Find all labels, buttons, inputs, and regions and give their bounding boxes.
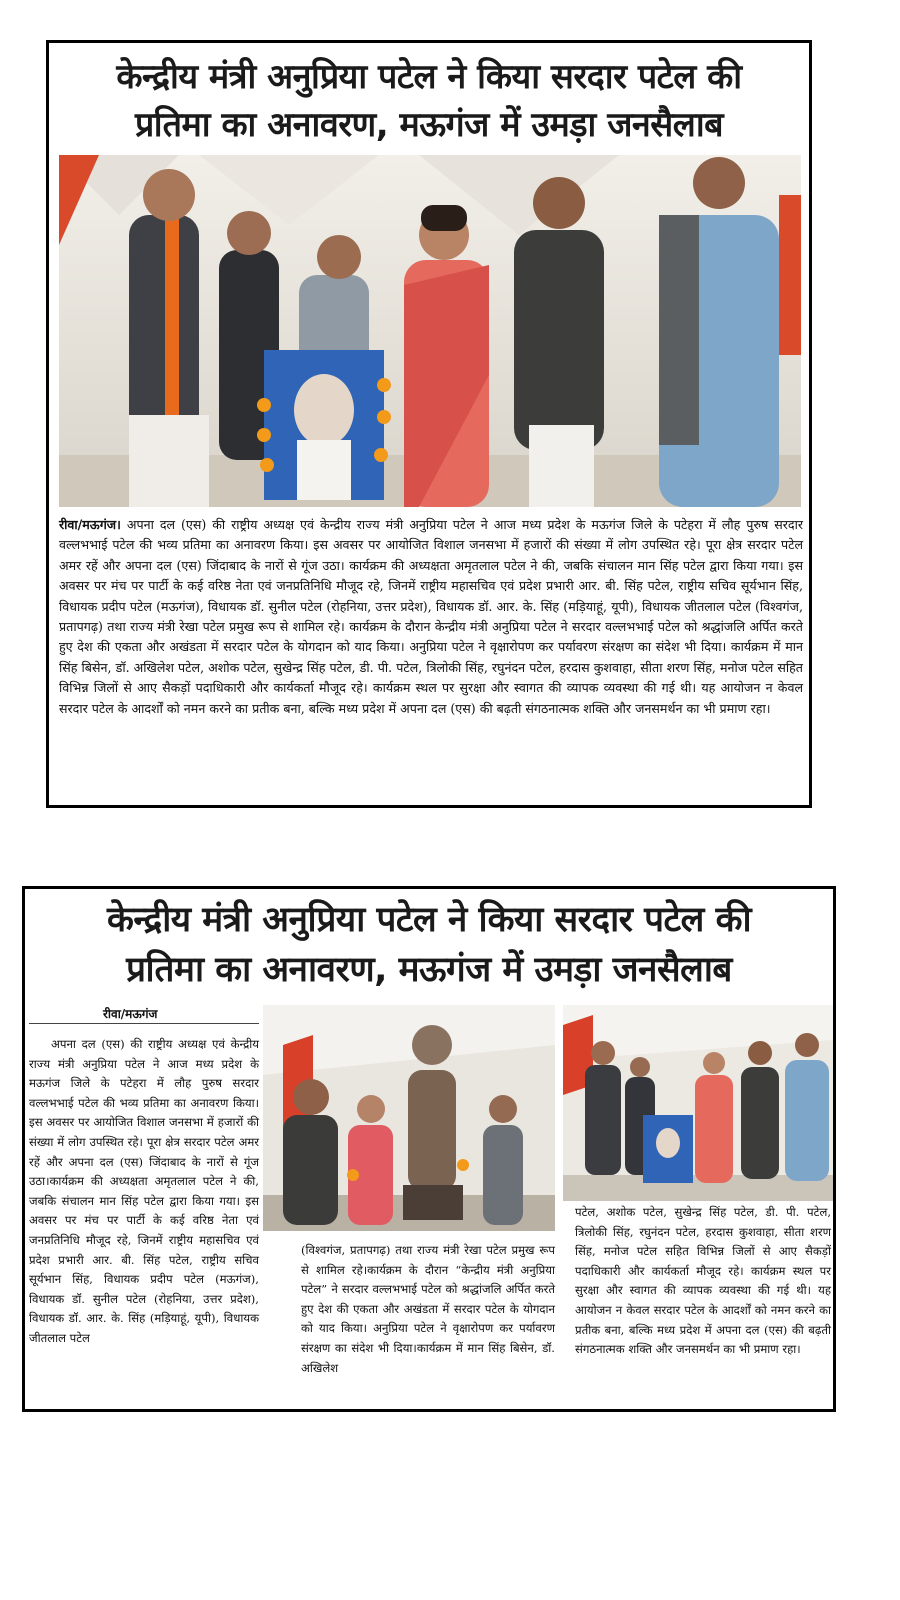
clipping-two-dateline: रीवा/मऊगंज — [103, 1007, 158, 1021]
statue-unveiling-photo — [263, 1005, 555, 1231]
clipping-two-headline — [31, 895, 827, 995]
clipping-one-article — [59, 515, 803, 719]
news-clipping-two — [22, 886, 836, 1412]
portrait-photo-illustration — [563, 1005, 833, 1201]
event-group-photo — [59, 155, 801, 507]
headline-line-1: केन्द्रीय मंत्री अनुप्रिया पटेल ने किया सरदार पटेल की — [116, 57, 742, 97]
headline-line-1: केन्द्रीय मंत्री अनुप्रिया पटेल ने किया सरदार पटेल की — [106, 900, 752, 940]
garland-portrait-photo — [563, 1005, 833, 1201]
article-column-1: अपना दल (एस) की राष्ट्रीय अध्यक्ष एवं केन्द्रीय राज्य मंत्री अनुप्रिया पटेल ने आज मध्य प्रदेश के मऊगंज जिले के पटेहरा में लौह पुरुष सरदार वल्लभभाई पटेल की भव्य प्रतिमा का अनावरण किया। इस अवसर पर आयोजित विशाल जनसभा में हजारों की संख्या में लोग उपस्थित रहे। पूरा क्षेत्र सरदार पटेल अमर रहें और अपना दल (एस) जिंदाबाद के नारों से गूंज उठा।कार्यक्रम की अध्यक्षता अमृतलाल पटेल ने की, जबकि संचालन मान सिंह पटेल द्वारा किया गया। इस अवसर पर मंच पर पार्टी के कई वरिष्ठ नेता एवं जनप्रतिनिधि मौजूद रहे, जिनमें राष्ट्रीय महासचिव एवं प्रदेश प्रभारी आर. बी. सिंह पटेल, राष्ट्रीय सचिव सूर्यभान सिंह, विधायक प्रदीप पटेल (मऊगंज), विधायक डॉ. सुनील पटेल (रोहनिया, उत्तर प्रदेश), विधायक डॉ. आर. के. सिंह (मड़ियाहूं, यूपी), विधायक जीतलाल पटेल — [29, 1037, 259, 1345]
article-column-2: (विश्वगंज, प्रतापगढ़) तथा राज्य मंत्री रेखा पटेल प्रमुख रूप से शामिल रहे।कार्यक्रम के दौरान “केन्द्रीय मंत्री अनुप्रिया पटेल” ने सरदार वल्लभभाई पटेल को श्रद्धांजलि अर्पित करते हुए देश की एकता और अखंडता में सरदार पटेल के योगदान को याद किया। अनुप्रिया पटेल ने वृक्षारोपण कर पर्यावरण संरक्षण का संदेश भी दिया।कार्यक्रम में मान सिंह बिसेन, डॉ. अखिलेश — [301, 1243, 555, 1375]
group-photo-illustration — [59, 155, 801, 507]
article-column-3: पटेल, अशोक पटेल, सुखेन्द्र सिंह पटेल, डी. पी. पटेल, त्रिलोकी सिंह, रघुनंदन पटेल, हरदास कुशवाहा, सीता शरण सिंह, मनोज पटेल सहित विभिन्न जिलों से आए सैकड़ों पदाधिकारी और कार्यकर्ता मौजूद रहे। कार्यक्रम स्थल पर सुरक्षा और स्वागत की व्यापक व्यवस्था की गई थी। यह आयोजन न केवल सरदार पटेल के आदर्शों को नमन करने का प्रतीक बना, बल्कि मध्य प्रदेश में अपना दल (एस) की बढ़ती संगठनात्मक शक्ति और जनसमर्थन का भी प्रमाण रहा। — [575, 1205, 831, 1357]
dateline-rule — [29, 1023, 259, 1024]
statue-photo-illustration — [263, 1005, 555, 1231]
news-clipping-one — [46, 40, 812, 808]
clipping-one-dateline: रीवा/मऊगंज। — [59, 517, 121, 532]
clipping-one-body: अपना दल (एस) की राष्ट्रीय अध्यक्ष एवं केन्द्रीय राज्य मंत्री अनुप्रिया पटेल ने आज मध्य प्रदेश के मऊगंज जिले के पटेहरा में लौह पुरुष सरदार वल्लभभाई पटेल की भव्य प्रतिमा का अनावरण किया। इस अवसर पर आयोजित विशाल जनसभा में हजारों की संख्या में लोग उपस्थित रहे। पूरा क्षेत्र सरदार पटेल अमर रहें और अपना दल (एस) जिंदाबाद के नारों से गूंज उठा। कार्यक्रम की अध्यक्षता अमृतलाल पटेल ने की, जबकि संचालन मान सिंह पटेल द्वारा किया गया। इस अवसर पर मंच पर पार्टी के कई वरिष्ठ नेता एवं जनप्रतिनिधि मौजूद रहे, जिनमें राष्ट्रीय महासचिव एवं प्रदेश प्रभारी आर. बी. सिंह पटेल, राष्ट्रीय सचिव सूर्यभान सिंह, विधायक प्रदीप पटेल (मऊगंज), विधायक डॉ. सुनील पटेल (रोहनिया, उत्तर प्रदेश), विधायक डॉ. आर. के. सिंह (मड़ियाहूं, यूपी), विधायक जीतलाल पटेल (विश्वगंज, प्रतापगढ़) तथा राज्य मंत्री रेखा पटेल प्रमुख रूप से शामिल रहे। कार्यक्रम के दौरान केन्द्रीय मंत्री अनुप्रिया पटेल ने सरदार वल्लभभाई पटेल को श्रद्धांजलि अर्पित करते हुए देश की एकता और अखंडता में सरदार पटेल के योगदान को याद किया। अनुप्रिया पटेल ने वृक्षारोपण कर पर्यावरण संरक्षण का संदेश भी दिया। कार्यक्रम में मान सिंह बिसेन, डॉ. अखिलेश पटेल, अशोक पटेल, सुखेन्द्र सिंह पटेल, डी. पी. पटेल, त्रिलोकी सिंह, रघुनंदन पटेल, हरदास कुशवाहा, सीता शरण सिंह, मनोज पटेल सहित विभिन्न जिलों से आए सैकड़ों पदाधिकारी और कार्यकर्ता मौजूद रहे। कार्यक्रम स्थल पर सुरक्षा और स्वागत की व्यापक व्यवस्था की गई थी। यह आयोजन न केवल सरदार पटेल के आदर्शों को नमन करने का प्रतीक बना, बल्कि मध्य प्रदेश में अपना दल (एस) की बढ़ती संगठनात्मक शक्ति और जनसमर्थन का भी प्रमाण रहा। — [59, 517, 804, 716]
headline-line-2: प्रतिमा का अनावरण, मऊगंज में उमड़ा जनसैलाब — [126, 950, 732, 990]
headline-line-2: प्रतिमा का अनावरण, मऊगंज में उमड़ा जनसैलाब — [134, 105, 724, 145]
clipping-one-headline — [55, 53, 803, 149]
